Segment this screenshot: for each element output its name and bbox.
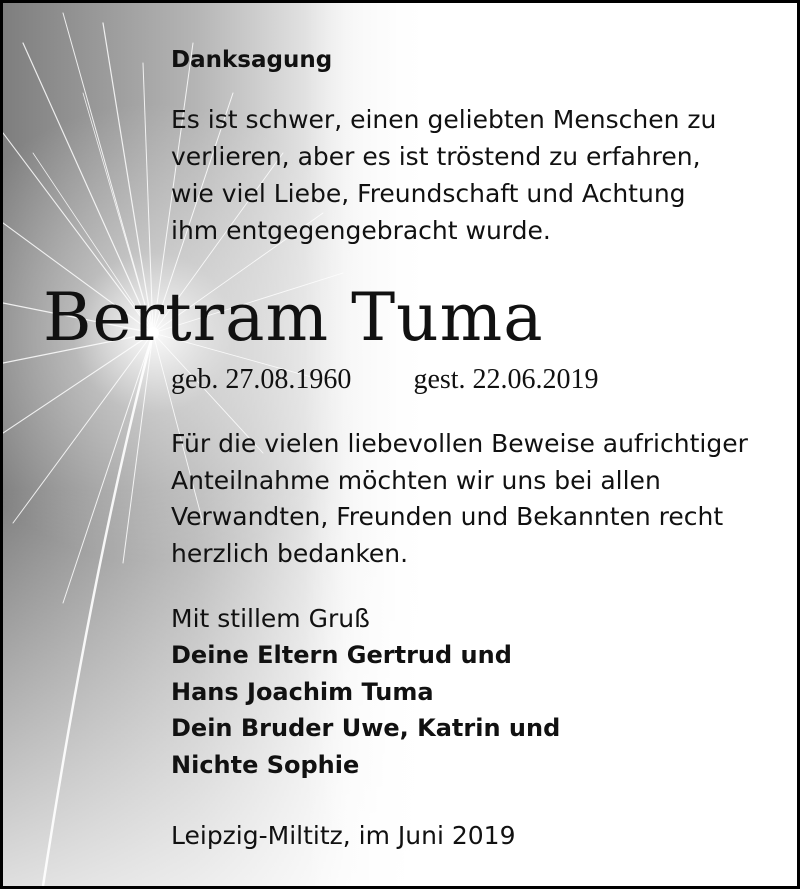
signer-line: Nichte Sophie bbox=[171, 750, 360, 779]
signers bbox=[171, 637, 560, 783]
intro-line: Es ist schwer, einen geliebten Menschen zu bbox=[171, 105, 717, 134]
intro-line: verlieren, aber es ist tröstend zu erfahren, bbox=[171, 142, 701, 171]
place-and-date: Leipzig-Miltitz, im Juni 2019 bbox=[171, 821, 516, 850]
notice-text bbox=[3, 3, 797, 886]
closing-greeting: Mit stillem Gruß bbox=[171, 604, 370, 633]
thanks-line: Anteilnahme möchten wir uns bei allen bbox=[171, 465, 661, 495]
intro-text bbox=[171, 101, 716, 249]
intro-line: wie viel Liebe, Freundschaft und Achtung bbox=[171, 179, 686, 208]
signer-line: Hans Joachim Tuma bbox=[171, 677, 434, 706]
deceased-name: Bertram Tuma bbox=[43, 279, 544, 356]
signer-line: Deine Eltern Gertrud und bbox=[171, 641, 512, 669]
notice-heading: Danksagung bbox=[171, 47, 333, 73]
intro-line: ihm entgegengebracht wurde. bbox=[171, 216, 551, 245]
birth-date: geb. 27.08.1960 bbox=[171, 364, 352, 395]
thanks-text bbox=[171, 426, 748, 572]
thanks-line: herzlich bedanken. bbox=[171, 538, 409, 568]
thanks-line: Verwandten, Freunden und Bekannten recht bbox=[171, 502, 724, 531]
thanks-line: Für die vielen liebevollen Beweise aufrichtiger bbox=[171, 429, 748, 458]
death-date: gest. 22.06.2019 bbox=[413, 364, 599, 395]
life-dates bbox=[171, 360, 599, 400]
signer-line: Dein Bruder Uwe, Katrin und bbox=[171, 714, 561, 742]
